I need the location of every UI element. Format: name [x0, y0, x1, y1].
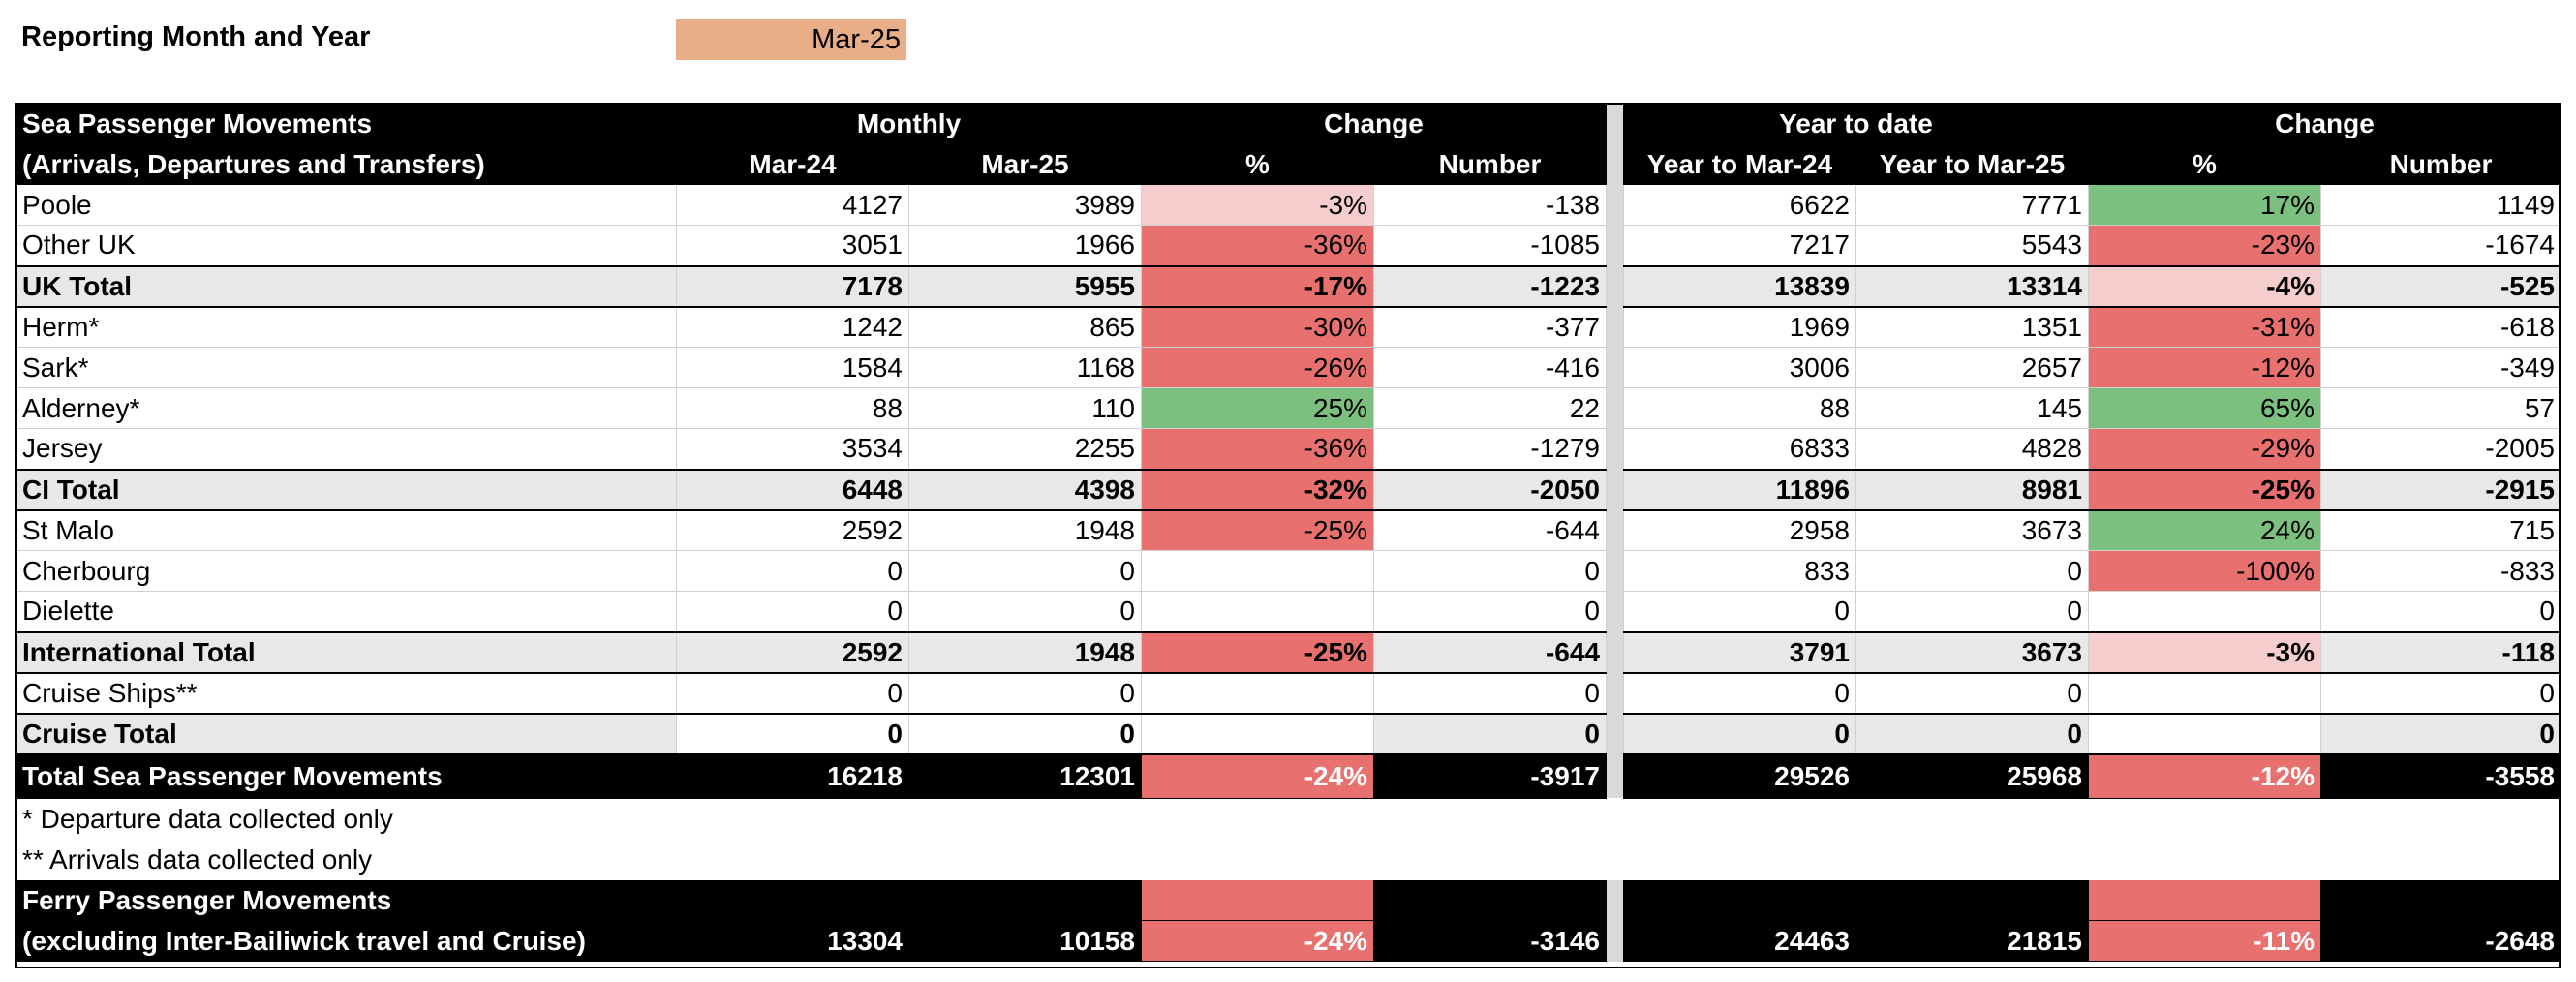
column-gap [1607, 348, 1624, 388]
cell[interactable]: -12% [2089, 348, 2321, 388]
cell[interactable]: 0 [2321, 714, 2561, 754]
cell[interactable]: -3558 [2321, 754, 2561, 799]
cell[interactable]: 29526 [1624, 754, 1856, 799]
cell[interactable]: -29% [2089, 429, 2321, 470]
column-gap [1607, 510, 1624, 551]
cell[interactable]: 0 [1374, 592, 1607, 632]
cell[interactable]: 1242 [677, 307, 909, 348]
cell[interactable]: 0 [2321, 592, 2561, 632]
cell[interactable]: 17% [2089, 185, 2321, 226]
table-row [16, 226, 2561, 266]
cell[interactable]: 13314 [1856, 266, 2089, 307]
row-label[interactable]: UK Total [16, 266, 677, 307]
column-gap [1607, 185, 1624, 226]
cell [2321, 880, 2561, 921]
cell[interactable]: 2958 [1624, 510, 1856, 551]
column-gap [1607, 388, 1624, 429]
cell[interactable]: 865 [909, 307, 1142, 348]
column-gap [1607, 226, 1624, 266]
cell[interactable]: 24% [2089, 510, 2321, 551]
cell[interactable]: 110 [909, 388, 1142, 429]
cell[interactable]: -26% [1142, 348, 1374, 388]
col-number: Number [1374, 144, 1607, 185]
cell[interactable]: 715 [2321, 510, 2561, 551]
grand-total-row [16, 754, 2561, 799]
cell [1624, 880, 1856, 921]
cell[interactable]: -100% [2089, 551, 2321, 592]
cell[interactable]: 0 [677, 551, 909, 592]
cell[interactable]: 65% [2089, 388, 2321, 429]
cell[interactable]: 7178 [677, 266, 909, 307]
cell[interactable]: 0 [909, 551, 1142, 592]
cell[interactable]: 833 [1624, 551, 1856, 592]
cell[interactable]: 0 [2321, 673, 2561, 714]
cell[interactable]: 0 [1624, 673, 1856, 714]
column-gap [1607, 880, 1624, 921]
cell[interactable]: 57 [2321, 388, 2561, 429]
cell[interactable]: 0 [1856, 673, 2089, 714]
cell[interactable]: 1969 [1624, 307, 1856, 348]
cell[interactable]: -644 [1374, 510, 1607, 551]
cell[interactable]: 1149 [2321, 185, 2561, 226]
passenger-table [15, 103, 2561, 962]
total-row [16, 714, 2561, 754]
cell[interactable]: 13304 [677, 921, 909, 962]
cell[interactable]: 2592 [677, 632, 909, 673]
row-label[interactable]: Poole [16, 185, 677, 226]
col-ytd-mar24: Year to Mar-24 [1624, 144, 1856, 185]
cell[interactable]: -2050 [1374, 470, 1607, 510]
cell[interactable]: 2255 [909, 429, 1142, 470]
ferry-subtitle[interactable]: (excluding Inter-Bailiwick travel and Cruise) [16, 921, 677, 962]
cell[interactable]: -25% [2089, 470, 2321, 510]
row-label[interactable]: St Malo [16, 510, 677, 551]
cell[interactable]: -24% [1142, 921, 1374, 962]
cell[interactable]: 0 [677, 592, 909, 632]
cell[interactable]: 0 [1624, 592, 1856, 632]
column-gap [1607, 714, 1624, 754]
cell[interactable]: 8981 [1856, 470, 2089, 510]
row-label[interactable]: Herm* [16, 307, 677, 348]
footnote: ** Arrivals data collected only [16, 840, 2561, 880]
row-label[interactable]: Other UK [16, 226, 677, 266]
cell[interactable]: -12% [2089, 754, 2321, 799]
cell [1856, 880, 2089, 921]
cell[interactable] [1142, 551, 1374, 592]
cell[interactable]: -377 [1374, 307, 1607, 348]
row-label[interactable]: Dielette [16, 592, 677, 632]
cell[interactable] [2089, 673, 2321, 714]
cell [1142, 880, 1374, 921]
cell[interactable]: 16218 [677, 754, 909, 799]
cell[interactable]: -1223 [1374, 266, 1607, 307]
table-row [16, 510, 2561, 551]
column-gap [1607, 104, 1624, 185]
cell[interactable]: 25968 [1856, 754, 2089, 799]
cell[interactable]: 3534 [677, 429, 909, 470]
column-gap [1607, 592, 1624, 632]
cell[interactable]: -24% [1142, 754, 1374, 799]
cell[interactable]: 25% [1142, 388, 1374, 429]
cell[interactable]: 1168 [909, 348, 1142, 388]
row-label[interactable]: CI Total [16, 470, 677, 510]
cell[interactable]: -3% [1142, 185, 1374, 226]
cell[interactable]: -11% [2089, 921, 2321, 962]
cell[interactable] [2089, 592, 2321, 632]
cell[interactable]: -618 [2321, 307, 2561, 348]
cell[interactable]: 2592 [677, 510, 909, 551]
total-row [16, 632, 2561, 673]
cell[interactable]: 5543 [1856, 226, 2089, 266]
col-ytd-mar25: Year to Mar-25 [1856, 144, 2089, 185]
cell[interactable]: -416 [1374, 348, 1607, 388]
col-mar24: Mar-24 [677, 144, 909, 185]
cell[interactable]: 3673 [1856, 510, 2089, 551]
cell[interactable]: -3146 [1374, 921, 1607, 962]
table-title: Sea Passenger Movements [16, 104, 677, 144]
change-header: Change [1142, 104, 1607, 144]
row-label[interactable]: Cherbourg [16, 551, 677, 592]
cell[interactable]: -30% [1142, 307, 1374, 348]
cell[interactable]: -1085 [1374, 226, 1607, 266]
col-ytd-pct: % [2089, 144, 2321, 185]
cell[interactable]: 1351 [1856, 307, 2089, 348]
row-label[interactable]: Cruise Total [16, 714, 677, 754]
cell[interactable]: 0 [1856, 551, 2089, 592]
cell[interactable]: 10158 [909, 921, 1142, 962]
column-gap [1607, 551, 1624, 592]
cell[interactable]: -1279 [1374, 429, 1607, 470]
column-gap [1607, 266, 1624, 307]
total-row [16, 266, 2561, 307]
cell[interactable]: 4828 [1856, 429, 2089, 470]
cell[interactable]: 0 [1624, 714, 1856, 754]
cell[interactable]: 0 [677, 714, 909, 754]
row-label[interactable]: Sark* [16, 348, 677, 388]
cell[interactable]: 88 [677, 388, 909, 429]
cell[interactable]: -36% [1142, 429, 1374, 470]
cell[interactable]: 1948 [909, 510, 1142, 551]
cell[interactable]: 3006 [1624, 348, 1856, 388]
column-gap [1607, 470, 1624, 510]
cell [1374, 880, 1607, 921]
cell[interactable]: 5955 [909, 266, 1142, 307]
cell[interactable]: 1966 [909, 226, 1142, 266]
cell[interactable] [2089, 714, 2321, 754]
col-pct: % [1142, 144, 1374, 185]
cell[interactable] [1142, 673, 1374, 714]
row-label[interactable]: Cruise Ships** [16, 673, 677, 714]
cell[interactable]: -2915 [2321, 470, 2561, 510]
ferry-row-1 [16, 880, 2561, 921]
header-row-2 [16, 144, 2561, 185]
cell[interactable]: -644 [1374, 632, 1607, 673]
cell[interactable]: -349 [2321, 348, 2561, 388]
header-row-1 [16, 104, 2561, 144]
cell[interactable]: 6622 [1624, 185, 1856, 226]
table-row [16, 429, 2561, 470]
cell[interactable]: 3989 [909, 185, 1142, 226]
ferry-row-2 [16, 921, 2561, 962]
cell[interactable]: 0 [1374, 714, 1607, 754]
cell[interactable]: -2005 [2321, 429, 2561, 470]
footnote: * Departure data collected only [16, 799, 2561, 840]
cell[interactable]: 11896 [1624, 470, 1856, 510]
column-gap [1607, 632, 1624, 673]
cell[interactable]: 0 [1856, 714, 2089, 754]
column-gap [1607, 754, 1624, 799]
cell[interactable]: -833 [2321, 551, 2561, 592]
cell[interactable]: 0 [677, 673, 909, 714]
cell[interactable]: -118 [2321, 632, 2561, 673]
ferry-title: Ferry Passenger Movements [16, 880, 677, 921]
col-mar25: Mar-25 [909, 144, 1142, 185]
report-header [0, 0, 2576, 97]
cell [2089, 880, 2321, 921]
cell[interactable]: 0 [1374, 673, 1607, 714]
cell[interactable]: 13839 [1624, 266, 1856, 307]
cell[interactable] [1142, 714, 1374, 754]
cell[interactable]: 3051 [677, 226, 909, 266]
cell[interactable]: -2648 [2321, 921, 2561, 962]
cell [677, 880, 909, 921]
cell[interactable]: 1948 [909, 632, 1142, 673]
column-gap [1607, 921, 1624, 962]
cell[interactable]: 24463 [1624, 921, 1856, 962]
cell[interactable]: -25% [1142, 510, 1374, 551]
cell[interactable]: -17% [1142, 266, 1374, 307]
cell[interactable]: 0 [1856, 592, 2089, 632]
column-gap [1607, 307, 1624, 348]
cell[interactable]: -1674 [2321, 226, 2561, 266]
cell[interactable]: 6833 [1624, 429, 1856, 470]
table-subtitle: (Arrivals, Departures and Transfers) [16, 144, 677, 185]
column-gap [1607, 673, 1624, 714]
cell[interactable]: -138 [1374, 185, 1607, 226]
cell[interactable]: -525 [2321, 266, 2561, 307]
cell[interactable]: 3673 [1856, 632, 2089, 673]
row-label[interactable]: Jersey [16, 429, 677, 470]
table-row [16, 551, 2561, 592]
cell[interactable]: -32% [1142, 470, 1374, 510]
cell[interactable]: 7217 [1624, 226, 1856, 266]
cell[interactable]: -31% [2089, 307, 2321, 348]
monthly-header: Monthly [677, 104, 1142, 144]
cell[interactable]: 0 [909, 592, 1142, 632]
row-label[interactable]: Total Sea Passenger Movements [16, 754, 677, 799]
cell[interactable]: 0 [909, 673, 1142, 714]
cell[interactable]: -36% [1142, 226, 1374, 266]
reporting-month-cell[interactable]: Mar-25 [676, 19, 906, 60]
table-row [16, 673, 2561, 714]
cell[interactable]: 2657 [1856, 348, 2089, 388]
cell[interactable]: 12301 [909, 754, 1142, 799]
cell[interactable]: 88 [1624, 388, 1856, 429]
cell[interactable]: 6448 [677, 470, 909, 510]
table-row [16, 388, 2561, 429]
cell[interactable]: 7771 [1856, 185, 2089, 226]
table-row [16, 307, 2561, 348]
note-row [16, 799, 2561, 840]
cell[interactable]: 1584 [677, 348, 909, 388]
cell[interactable]: -25% [1142, 632, 1374, 673]
table-row [16, 592, 2561, 632]
cell[interactable] [1142, 592, 1374, 632]
cell[interactable]: 22 [1374, 388, 1607, 429]
row-label[interactable]: International Total [16, 632, 677, 673]
cell[interactable]: 0 [1374, 551, 1607, 592]
cell[interactable]: -3917 [1374, 754, 1607, 799]
cell[interactable]: 3791 [1624, 632, 1856, 673]
cell [909, 880, 1142, 921]
cell[interactable]: -23% [2089, 226, 2321, 266]
cell[interactable]: 4127 [677, 185, 909, 226]
column-gap [1607, 429, 1624, 470]
col-ytd-number: Number [2321, 144, 2561, 185]
cell[interactable]: 0 [909, 714, 1142, 754]
row-label[interactable]: Alderney* [16, 388, 677, 429]
cell[interactable]: 4398 [909, 470, 1142, 510]
table-row [16, 348, 2561, 388]
cell[interactable]: 145 [1856, 388, 2089, 429]
note-row [16, 840, 2561, 880]
total-row [16, 470, 2561, 510]
cell[interactable]: -3% [2089, 632, 2321, 673]
table-row [16, 185, 2561, 226]
ytd-header: Year to date [1624, 104, 2089, 144]
reporting-label: Reporting Month and Year [21, 21, 371, 52]
cell[interactable]: -4% [2089, 266, 2321, 307]
cell[interactable]: 21815 [1856, 921, 2089, 962]
ytd-change-header: Change [2089, 104, 2561, 144]
